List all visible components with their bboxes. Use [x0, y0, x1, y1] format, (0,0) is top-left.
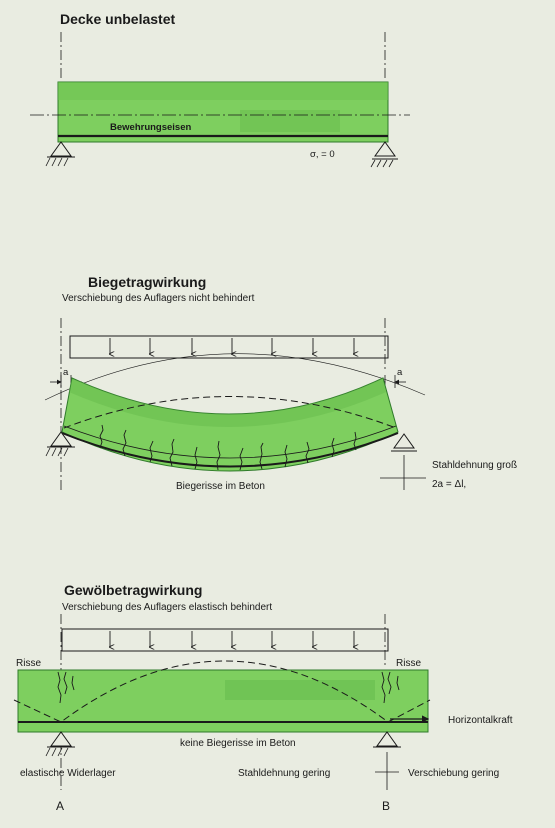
pin-support-left [46, 142, 75, 166]
a-left-label: a [63, 367, 69, 378]
section3-subtitle: Verschiebung des Auflagers elastisch behindert [62, 602, 273, 613]
a-right-label: a [397, 367, 403, 378]
support-label-b: B [382, 799, 391, 813]
section2-subtitle: Verschiebung des Auflagers nicht behindert [62, 293, 255, 304]
elastic-supports-label: elastische Widerlager [20, 768, 116, 779]
section1-title: Decke unbelastet [60, 11, 176, 27]
beam-stain [240, 110, 340, 132]
roller-support-right [371, 142, 398, 167]
section-bending [45, 274, 517, 492]
cracks-right-label: Risse [396, 658, 422, 669]
rebar-label: Bewehrungseisen [110, 122, 192, 133]
bending-cracks-label: Biegerisse im Beton [176, 481, 265, 492]
beam-shade [58, 82, 388, 100]
strain-large-label: Stahldehnung groß [432, 460, 518, 471]
load-arrows-3 [110, 631, 354, 647]
pin-support-right-3 [373, 732, 401, 747]
stress-label: σ, = 0 [310, 149, 335, 160]
section-unloaded [30, 11, 410, 167]
distributed-load-3 [62, 629, 388, 651]
roller-support-right-2 [391, 434, 417, 451]
displacement-low-label: Verschiebung gering [408, 768, 500, 779]
load-arrows [110, 338, 354, 354]
strain-formula: 2a = Δl, [432, 479, 467, 490]
beam-arch-shade [225, 680, 375, 700]
section3-title: Gewölbetragwirkung [64, 582, 203, 598]
horizontal-force-label: Horizontalkraft [448, 715, 513, 726]
section2-title: Biegetragwirkung [88, 274, 207, 290]
cracks-left-label: Risse [16, 658, 42, 669]
pin-support-left-3 [46, 732, 75, 756]
support-label-a: A [56, 799, 65, 813]
section-arch [14, 582, 513, 813]
strain-low-label: Stahldehnung gering [238, 768, 331, 779]
no-cracks-label: keine Biegerisse im Beton [180, 738, 296, 749]
distributed-load [70, 336, 388, 358]
